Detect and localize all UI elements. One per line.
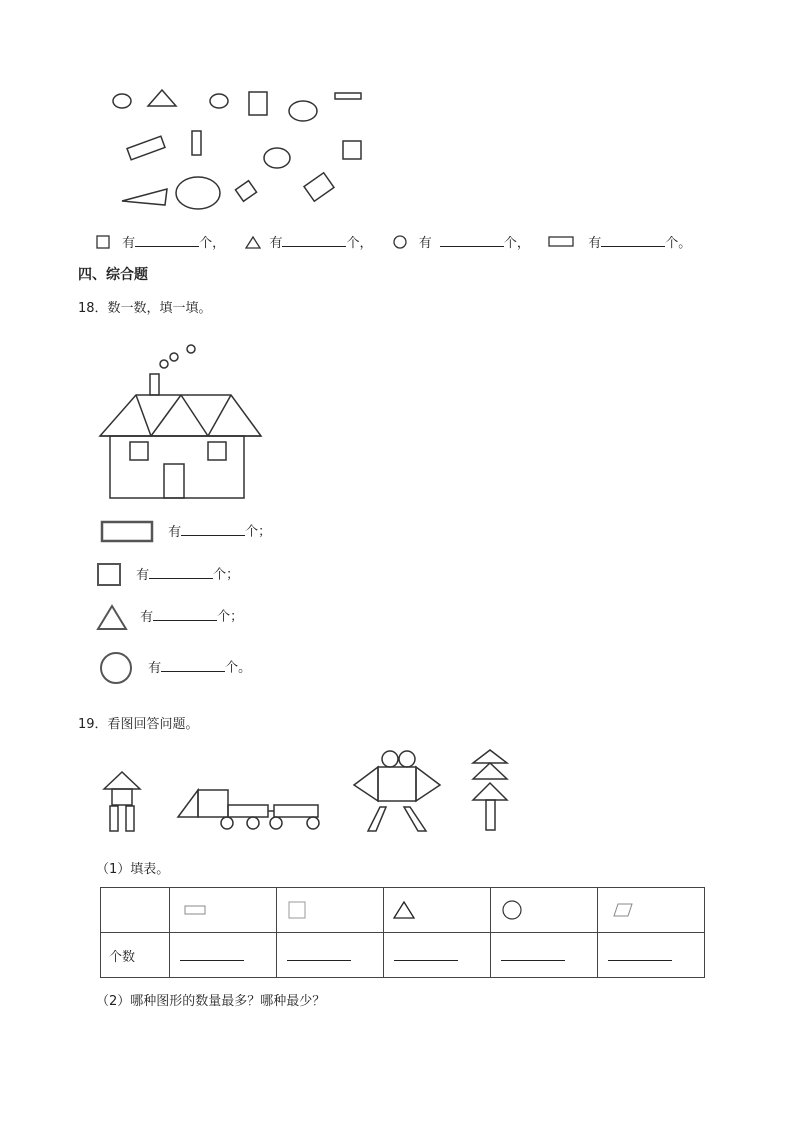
- q19-shapes-figure: [96, 745, 516, 837]
- q18-suffix-4: 个。: [225, 660, 252, 676]
- q17-prefix-4: 有: [588, 236, 602, 251]
- table-row-label: 个数: [101, 933, 170, 978]
- q19-part2: （2）哪种图形的数量最多？哪种最少？: [96, 994, 326, 1009]
- q17-suffix-3: 个，: [503, 236, 530, 251]
- triangle-icon: [245, 235, 261, 249]
- table-answer-cell[interactable]: [170, 933, 277, 978]
- answer-blank[interactable]: [180, 960, 244, 961]
- q17-prefix-3: 有: [418, 236, 432, 251]
- answer-blank[interactable]: [135, 234, 199, 247]
- q18-suffix-3: 个；: [217, 609, 244, 625]
- circle-icon: [393, 235, 407, 249]
- house-figure: [96, 340, 266, 502]
- answer-blank[interactable]: [501, 960, 565, 961]
- q18-answer-4: [98, 650, 251, 686]
- rectangle-icon: [548, 236, 574, 248]
- q17-shapes-figure: [100, 80, 380, 220]
- q18-answer-1: [100, 520, 271, 544]
- answer-blank[interactable]: [601, 234, 665, 247]
- q18-prefix-3: 有: [140, 609, 154, 625]
- triangle-icon: [392, 900, 418, 920]
- table-answer-cell[interactable]: [491, 933, 598, 978]
- rectangle-icon: [182, 903, 210, 917]
- q18-suffix-1: 个；: [245, 524, 272, 540]
- answer-blank[interactable]: [608, 960, 672, 961]
- section-title: 四、综合题: [78, 267, 148, 283]
- q17-prefix-2: 有: [269, 236, 283, 251]
- table-header-cell: [277, 888, 384, 933]
- answer-blank[interactable]: [181, 523, 245, 536]
- table-corner-cell: [101, 888, 170, 933]
- square-icon: [96, 562, 124, 588]
- square-icon: [96, 235, 110, 249]
- answer-blank[interactable]: [394, 960, 458, 961]
- q18-prefix-2: 有: [136, 567, 150, 583]
- q17-answer-line: [96, 232, 691, 251]
- q18-answer-2: [96, 562, 239, 588]
- triangle-icon: [96, 603, 128, 631]
- answer-blank[interactable]: [149, 566, 213, 579]
- q17-suffix-4: 个。: [665, 236, 692, 251]
- table-header-row: [101, 888, 705, 933]
- q17-prefix-1: 有: [122, 236, 136, 251]
- table-answer-cell[interactable]: [598, 933, 705, 978]
- table-header-cell: [170, 888, 277, 933]
- table-header-cell: [598, 888, 705, 933]
- answer-blank[interactable]: [282, 234, 346, 247]
- answer-blank[interactable]: [287, 960, 351, 961]
- q18-title: 18．数一数，填一填。: [78, 301, 212, 316]
- table-answer-cell[interactable]: [277, 933, 384, 978]
- answer-blank[interactable]: [440, 234, 504, 247]
- table-header-cell: [491, 888, 598, 933]
- q17-suffix-2: 个，: [346, 236, 373, 251]
- rectangle-icon: [100, 520, 154, 544]
- q17-suffix-1: 个，: [199, 236, 226, 251]
- answer-blank[interactable]: [161, 659, 225, 672]
- table-header-cell: [384, 888, 491, 933]
- q18-prefix-4: 有: [148, 660, 162, 676]
- q18-prefix-1: 有: [168, 524, 182, 540]
- answer-blank[interactable]: [153, 608, 217, 621]
- q19-part1: （1）填表。: [96, 862, 170, 877]
- q19-table: [100, 887, 705, 978]
- q18-answer-3: [96, 603, 243, 631]
- parallelogram-icon: [608, 902, 636, 918]
- square-icon: [287, 900, 311, 920]
- circle-icon: [501, 899, 525, 921]
- q19-title: 19．看图回答问题。: [78, 717, 199, 732]
- q18-suffix-2: 个；: [213, 567, 240, 583]
- table-answer-cell[interactable]: [384, 933, 491, 978]
- table-count-row: [101, 933, 705, 978]
- circle-icon: [98, 650, 134, 686]
